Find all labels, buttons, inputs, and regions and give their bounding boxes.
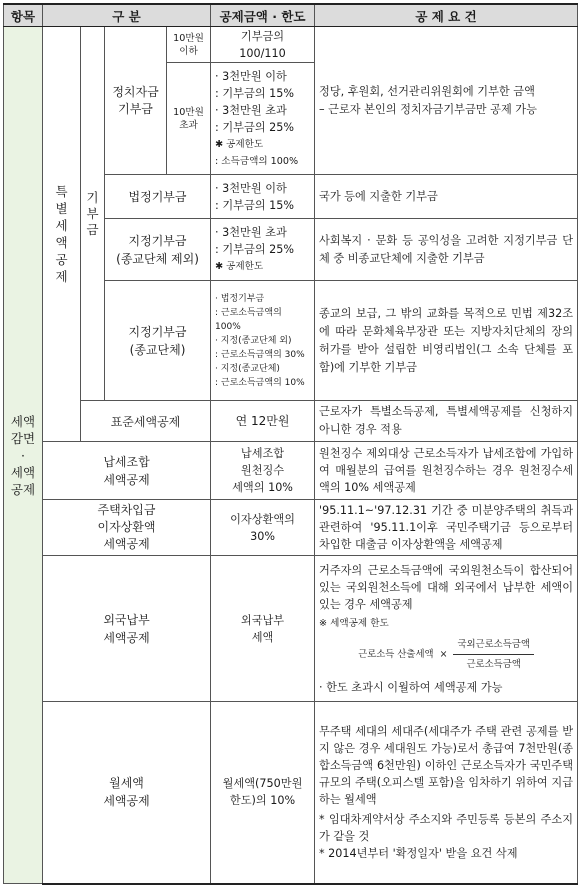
tax-reduction-label: 세액 감면 · 세액 공제 [4,27,43,884]
foreign-tax-amount: 외국납부 세액 [211,556,315,702]
political-tier1-label: 10만원 이하 [167,27,211,63]
political-limit-title: 공제한도 [226,138,264,150]
religious-limit2-value: : 근로소득금액의 30% [215,349,305,360]
monthly-rent-note2: * 2014년부터 '확정일자' 받을 요건 삭제 [319,846,518,860]
designated-religious-amount [211,281,315,401]
header-section: 구 분 [43,4,211,27]
designated-nonreligious-label: 지정기부금 (종교단체 제외) [105,219,211,281]
row-housing-loan [4,500,578,556]
religious-limit1-value: : 근로소득금액의 100% [215,307,282,332]
standard-requirement: 근로자가 특별소득공제, 특별세액공제를 신청하지 아니한 경우 적용 [315,401,578,442]
designated-religious-label: 지정기부금 (종교단체) [105,281,211,401]
political-tier2-line2: : 기부금의 15% [215,86,294,100]
formula-times: × [439,648,448,660]
formula-numerator: 국외근로소득금액 [453,636,533,655]
housing-loan-label: 주택차입금 이자상환액 세액공제 [43,500,211,556]
statutory-amount [211,175,315,219]
header-amount: 공제금액 · 한도 [211,4,315,27]
political-req-line1: 정당, 후원회, 선거관리위원회에 기부한 금액 [319,84,535,98]
religious-limit1: · 법정기부금 [215,293,265,304]
religious-limit3-value: : 근로소득금액의 10% [215,377,305,388]
monthly-rent-requirement [315,702,578,884]
political-tier2-line3: · 3천만원 초과 [215,103,287,117]
political-tier1-amount: 기부금의 100/110 [211,27,315,63]
statutory-requirement: 국가 등에 지출한 기부금 [315,175,578,219]
political-label: 정치자금 기부금 [105,27,167,175]
row-tax-union [4,442,578,500]
tax-credit-table [3,3,578,885]
formula-fraction [453,636,533,673]
designated-amount-line2: : 기부금의 25% [215,243,294,256]
row-standard [4,401,578,442]
foreign-tax-requirement-text: 거주자의 근로소득금액에 국외원천소득이 합산되어 있는 국외원천소득에 대해 외국에서 납부한 세액이 있는 경우 세액공제 [319,563,574,611]
row-monthly-rent [4,702,578,884]
monthly-rent-amount: 월세액(750만원 한도)의 10% [211,702,315,884]
row-foreign-tax [4,556,578,702]
asterisk-icon: ✱ [215,261,227,272]
political-limit-value: : 소득금액의 100% [215,155,299,167]
standard-label: 표준세액공제 [81,401,211,442]
designated-nonreligious-requirement: 사회복지 · 문화 등 공익성을 고려한 지정기부금 단체 중 비종교단체에 지출한 기부금 [315,219,578,281]
religious-limit3: · 지정(종교단체) [215,363,280,374]
foreign-tax-label: 외국납부 세액공제 [43,556,211,702]
political-req-line2: – 근로자 본인의 정치자금기부금만 공제 가능 [319,102,537,116]
political-tier2-line4: : 기부금의 25% [215,120,294,134]
header-item: 항목 [4,4,43,27]
monthly-rent-note1: * 임대차계약서상 주소지와 주민등록 등본의 주소지가 같을 것 [319,812,574,843]
tax-union-label: 납세조합 세액공제 [43,442,211,500]
foreign-tax-formula [319,632,573,677]
tax-union-requirement: 원천징수 제외대상 근로소득자가 납세조합에 가입하여 매월분의 급여를 원천징수하는 경우 원천징수세액의 10% 세액공제 [315,442,578,500]
political-requirements [315,27,578,175]
special-credit-label: 특 별 세 액 공 제 [43,27,81,442]
foreign-tax-note: · 한도 초과시 이월하여 세액공제 가능 [319,680,503,694]
religious-limit2: · 지정(종교단체 외) [215,335,292,346]
political-limit [215,136,310,153]
political-tier2-label: 10만원 초과 [167,63,211,175]
statutory-amount-line2: : 기부금의 15% [215,198,294,212]
monthly-rent-requirement-text: 무주택 세대의 세대주(세대주가 주택 관련 공제를 받지 않은 경우 세대원도 가능)로서 총급여 7천만원(종합소득금액 6천만원) 이하인 근로소득자가 국민주택규모의 주택(오피스텔 포함)을 임차하기 위하여 지급하는 월세액 [319,724,574,806]
tax-credit-page [3,3,577,889]
designated-nonreligious-amount [211,219,315,281]
asterisk-icon: ✱ [215,138,227,150]
formula-left: 근로소득 산출세액 [358,648,434,660]
standard-amount: 연 12만원 [211,401,315,442]
formula-denominator: 근로소득금액 [466,658,521,670]
donation-label: 기 부 금 [81,27,105,401]
political-tier2-amount [211,63,315,175]
designated-amount-line1: · 3천만원 초과 [215,226,287,239]
foreign-tax-requirement [315,556,578,702]
statutory-label: 법정기부금 [105,175,211,219]
designated-limit [215,258,310,275]
political-tier2-line1: · 3천만원 이하 [215,69,287,83]
statutory-amount-line1: · 3천만원 이하 [215,181,287,195]
designated-limit-title: 공제한도 [226,261,264,272]
housing-loan-amount: 이자상환액의 30% [211,500,315,556]
row-political-tier1 [4,27,578,63]
foreign-tax-limit-title: ※ 세액공제 한도 [319,617,389,629]
housing-loan-requirement: '95.11.1~'97.12.31 기간 중 미분양주택의 취득과 관련하여 '95.11.1이후 국민주택기금 등으로부터 차입한 대출금 이자상환액을 세액공제 [315,500,578,556]
header-row [4,4,578,27]
header-requirements: 공 제 요 건 [315,4,578,27]
designated-religious-requirement: 종교의 보급, 그 밖의 교화를 목적으로 민법 제32조에 따라 문화체육부장관 또는 지방자치단체의 장의 허가를 받아 설립한 비영리법인(그 소속 단체를 포함)에 기부한 기부금 [315,281,578,401]
tax-union-amount: 납세조합 원천징수 세액의 10% [211,442,315,500]
monthly-rent-label: 월세액 세액공제 [43,702,211,884]
